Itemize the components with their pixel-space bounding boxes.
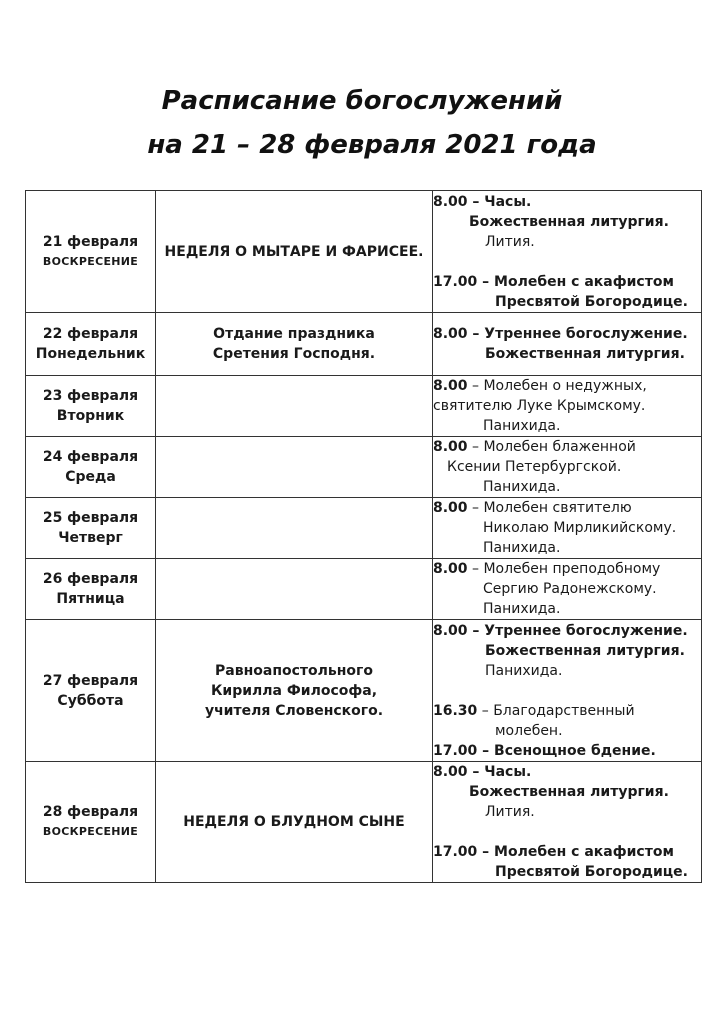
table-row: [26, 313, 702, 376]
date-cell: [26, 191, 156, 313]
feast-cell: [156, 313, 433, 376]
schedule-table: [25, 190, 702, 883]
service-time: 8.00: [433, 500, 468, 516]
service-text: Божественная литургия.: [469, 213, 669, 230]
service-text: Панихида.: [483, 540, 561, 556]
weekday: ВОСКРЕСЕНИЕ: [42, 254, 139, 268]
service-text: Панихида.: [483, 601, 561, 617]
date: 26 февраля: [42, 571, 139, 587]
service-time: 8.00: [433, 561, 468, 577]
service-text: Божественная литургия.: [485, 642, 685, 659]
service-text: Часы.: [484, 193, 532, 210]
weekday: ВОСКРЕСЕНИЕ: [42, 825, 139, 838]
feast-cell: [156, 559, 433, 620]
services-cell: 8.00 – Молебен преподобному Сергию Радонежскому. Панихида.: [433, 559, 702, 620]
service-text: Лития.: [485, 804, 535, 820]
date-cell: [26, 498, 156, 559]
feast: НЕДЕЛЯ О МЫТАРЕ И ФАРИСЕЕ.: [164, 243, 424, 260]
date: 27 февраля: [42, 672, 139, 689]
weekday: Среда: [65, 469, 116, 485]
date: 23 февраля: [42, 388, 139, 404]
services-cell: 8.00 – Часы. Божественная литургия. Лития. 17.00 – Молебен с акафистом Пресвятой Богородице.: [433, 762, 702, 883]
date-cell: [26, 762, 156, 883]
service-time: 16.30: [433, 702, 478, 719]
service-text: Молебен преподобному: [483, 561, 661, 577]
page-title: Расписание богослужений: [161, 86, 563, 116]
feast-line: учителя Словенского.: [204, 702, 384, 719]
date: 28 февраля: [42, 804, 139, 820]
services-cell: 8.00 – Молебен блаженной Ксении Петербургской. Панихида.: [433, 437, 702, 498]
service-text: Молебен блаженной: [483, 439, 636, 455]
feast-cell: [156, 498, 433, 559]
date-cell: [26, 376, 156, 437]
service-text: Пресвятой Богородице.: [495, 293, 688, 310]
service-text: Молебен святителю: [483, 500, 632, 516]
service-text: Молебен с акафистом: [494, 273, 674, 290]
service-text: Божественная литургия.: [485, 346, 685, 362]
service-time: 8.00: [433, 439, 468, 455]
service-text: Всенощное бдение.: [494, 742, 656, 759]
service-text: святителю Луке Крымскому.: [433, 398, 646, 414]
services-cell: 8.00 – Часы. Божественная литургия. Лития. 17.00 – Молебен с акафистом Пресвятой Богородице.: [433, 191, 702, 313]
service-time: 17.00: [433, 273, 478, 290]
service-text: Николаю Мирликийскому.: [483, 520, 677, 536]
feast-cell: [156, 376, 433, 437]
table-row: [26, 376, 702, 437]
service-text: молебен.: [495, 722, 563, 739]
feast-cell: [156, 191, 433, 313]
weekday: Пятница: [56, 591, 125, 607]
service-text: Благодарственный: [493, 702, 635, 719]
service-text: Молебен о недужных,: [483, 378, 647, 394]
services-cell: 8.00 – Молебен святителю Николаю Мирликийскому. Панихида.: [433, 498, 702, 559]
service-text: Божественная литургия.: [469, 784, 669, 800]
service-time: 8.00: [433, 622, 468, 639]
feast-line: Равноапостольного: [215, 662, 373, 679]
service-time: 17.00: [433, 742, 478, 759]
service-text: Часы.: [484, 764, 532, 780]
service-time: 8.00: [433, 378, 468, 394]
weekday: Понедельник: [35, 346, 146, 362]
service-time: 8.00: [433, 326, 468, 342]
service-text: Панихида.: [485, 662, 563, 679]
weekday: Суббота: [57, 692, 124, 709]
service-text: Утреннее богослужение.: [484, 622, 688, 639]
table-row: [26, 762, 702, 883]
date-cell: [26, 437, 156, 498]
feast: НЕДЕЛЯ О БЛУДНОМ СЫНЕ: [183, 814, 405, 830]
feast-cell: [156, 437, 433, 498]
date: 22 февраля: [42, 326, 139, 342]
service-text: Ксении Петербургской.: [447, 459, 622, 475]
page-subtitle: на 21 – 28 февраля 2021 года: [147, 130, 597, 160]
table-row: [26, 191, 702, 313]
services-cell: 8.00 – Молебен о недужных, святителю Луке Крымскому. Панихида.: [433, 376, 702, 437]
feast-cell: [156, 762, 433, 883]
weekday: Четверг: [58, 530, 123, 546]
weekday: Вторник: [56, 408, 125, 424]
service-time: 17.00: [433, 844, 478, 860]
table-row: [26, 437, 702, 498]
feast-line: Сретения Господня.: [212, 346, 376, 362]
date-cell: [26, 313, 156, 376]
feast-line: Кирилла Философа,: [210, 682, 378, 699]
services-cell: 8.00 – Утреннее богослужение. Божественная литургия.: [433, 313, 702, 376]
date-cell: [26, 559, 156, 620]
service-text: Пресвятой Богородице.: [495, 864, 688, 880]
service-text: Панихида.: [483, 418, 561, 434]
table-row: [26, 498, 702, 559]
service-text: Сергию Радонежскому.: [483, 581, 657, 597]
feast-cell: [156, 620, 433, 762]
table-row: [26, 559, 702, 620]
service-text: Утреннее богослужение.: [484, 326, 688, 342]
service-time: 8.00: [433, 193, 468, 210]
service-text: Молебен с акафистом: [494, 844, 674, 860]
service-text: Панихида.: [483, 479, 561, 495]
date: 25 февраля: [42, 510, 139, 526]
service-time: 8.00: [433, 764, 468, 780]
date: 24 февраля: [42, 449, 139, 465]
table-row: [26, 620, 702, 762]
service-text: Лития.: [485, 233, 535, 250]
feast-line: Отдание праздника: [213, 326, 375, 342]
date-cell: [26, 620, 156, 762]
date: 21 февраля: [42, 233, 139, 250]
services-cell: 8.00 – Утреннее богослужение. Божественная литургия. Панихида. 16.30 – Благодарственный молебен. 17.00 – Всенощное бдение.: [433, 620, 702, 762]
